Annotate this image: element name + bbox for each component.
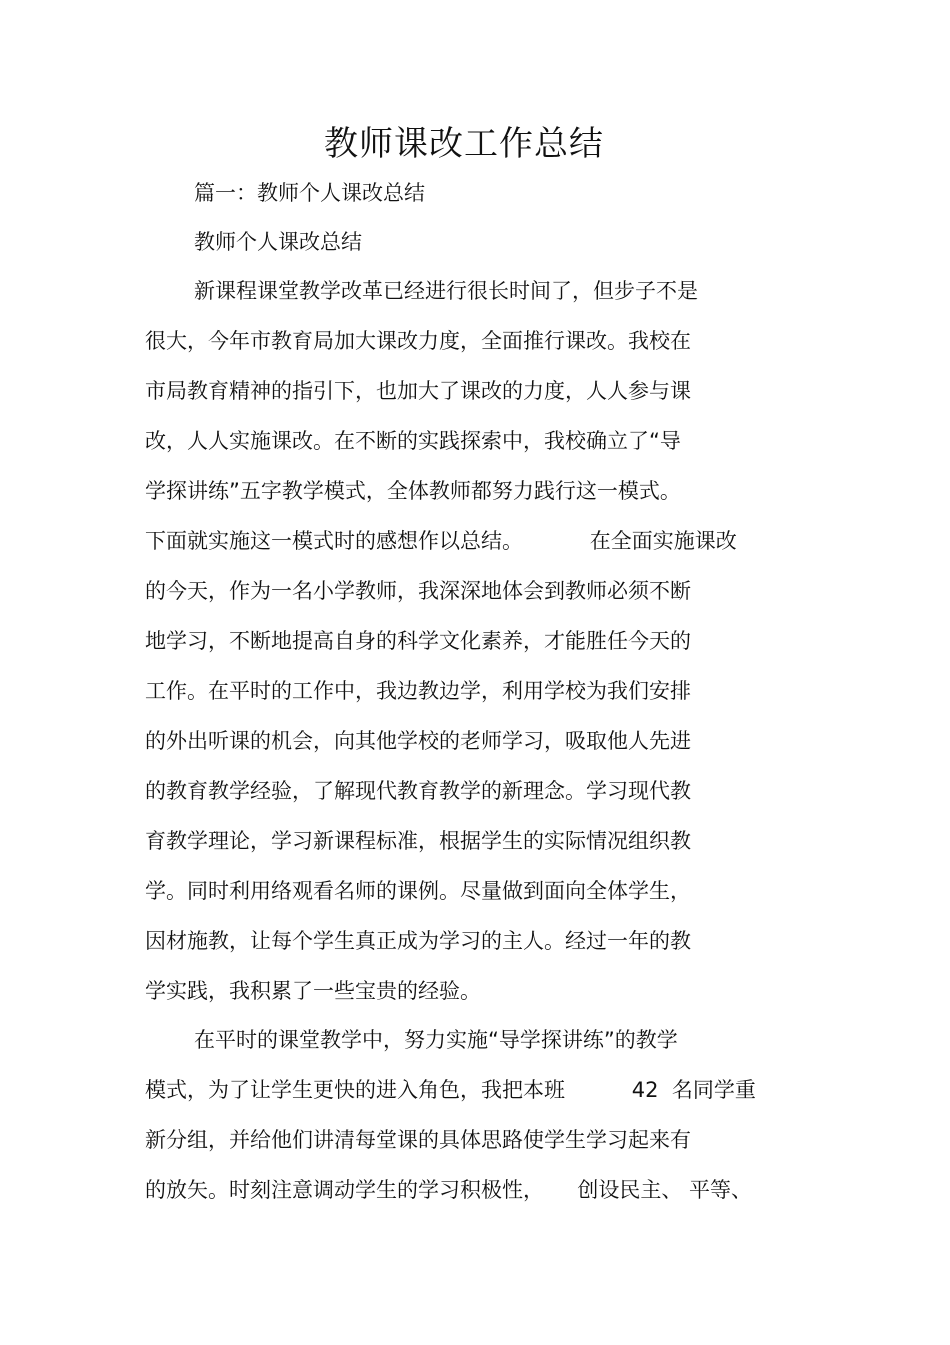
paragraph-line: 很大，今年市教育局加大课改力度，全面推行课改。我校在 bbox=[145, 329, 691, 353]
paragraph-line: 学实践，我积累了一些宝贵的经验。 bbox=[145, 979, 481, 1003]
paragraph-line: 下面就实施这一模式时的感想作以总结。 在全面实施课改 bbox=[145, 529, 737, 553]
paragraph-line: 的放矢。时刻注意调动学生的学习积极性， 创设民主、 平等、 bbox=[145, 1178, 753, 1202]
paragraph-line: 市局教育精神的指引下，也加大了课改的力度，人人参与课 bbox=[145, 379, 691, 403]
paragraph-line: 学。同时利用络观看名师的课例。尽量做到面向全体学生， bbox=[145, 879, 691, 903]
paragraph-line: 地学习，不断地提高自身的科学文化素养，才能胜任今天的 bbox=[145, 629, 691, 653]
paragraph-line: 育教学理论，学习新课程标准，根据学生的实际情况组织教 bbox=[145, 829, 691, 853]
paragraph-line: 改，人人实施课改。在不断的实践探索中，我校确立了“导 bbox=[145, 429, 681, 453]
document-title: 教师课改工作总结 bbox=[324, 124, 604, 164]
paragraph-line: 在平时的课堂教学中，努力实施“导学探讲练”的教学 bbox=[194, 1028, 678, 1052]
paragraph-line: 模式，为了让学生更快的进入角色，我把本班 42 名同学重 bbox=[145, 1078, 756, 1102]
paragraph-line: 因材施教，让每个学生真正成为学习的主人。经过一年的教 bbox=[145, 929, 691, 953]
paragraph-line: 新分组，并给他们讲清每堂课的具体思路使学生学习起来有 bbox=[145, 1128, 691, 1152]
paragraph-line: 工作。在平时的工作中，我边教边学，利用学校为我们安排 bbox=[145, 679, 691, 703]
paragraph-line: 新课程课堂教学改革已经进行很长时间了，但步子不是 bbox=[194, 279, 698, 303]
subheading: 教师个人课改总结 bbox=[194, 230, 362, 254]
paragraph-line: 学探讲练”五字教学模式，全体教师都努力践行这一模式。 bbox=[145, 479, 681, 503]
paragraph-line: 的外出听课的机会，向其他学校的老师学习，吸取他人先进 bbox=[145, 729, 691, 753]
paragraph-line: 的今天，作为一名小学教师，我深深地体会到教师必须不断 bbox=[145, 579, 691, 603]
paragraph-line: 的教育教学经验，了解现代教育教学的新理念。学习现代教 bbox=[145, 779, 691, 803]
section-heading: 篇一：教师个人课改总结 bbox=[194, 181, 425, 205]
